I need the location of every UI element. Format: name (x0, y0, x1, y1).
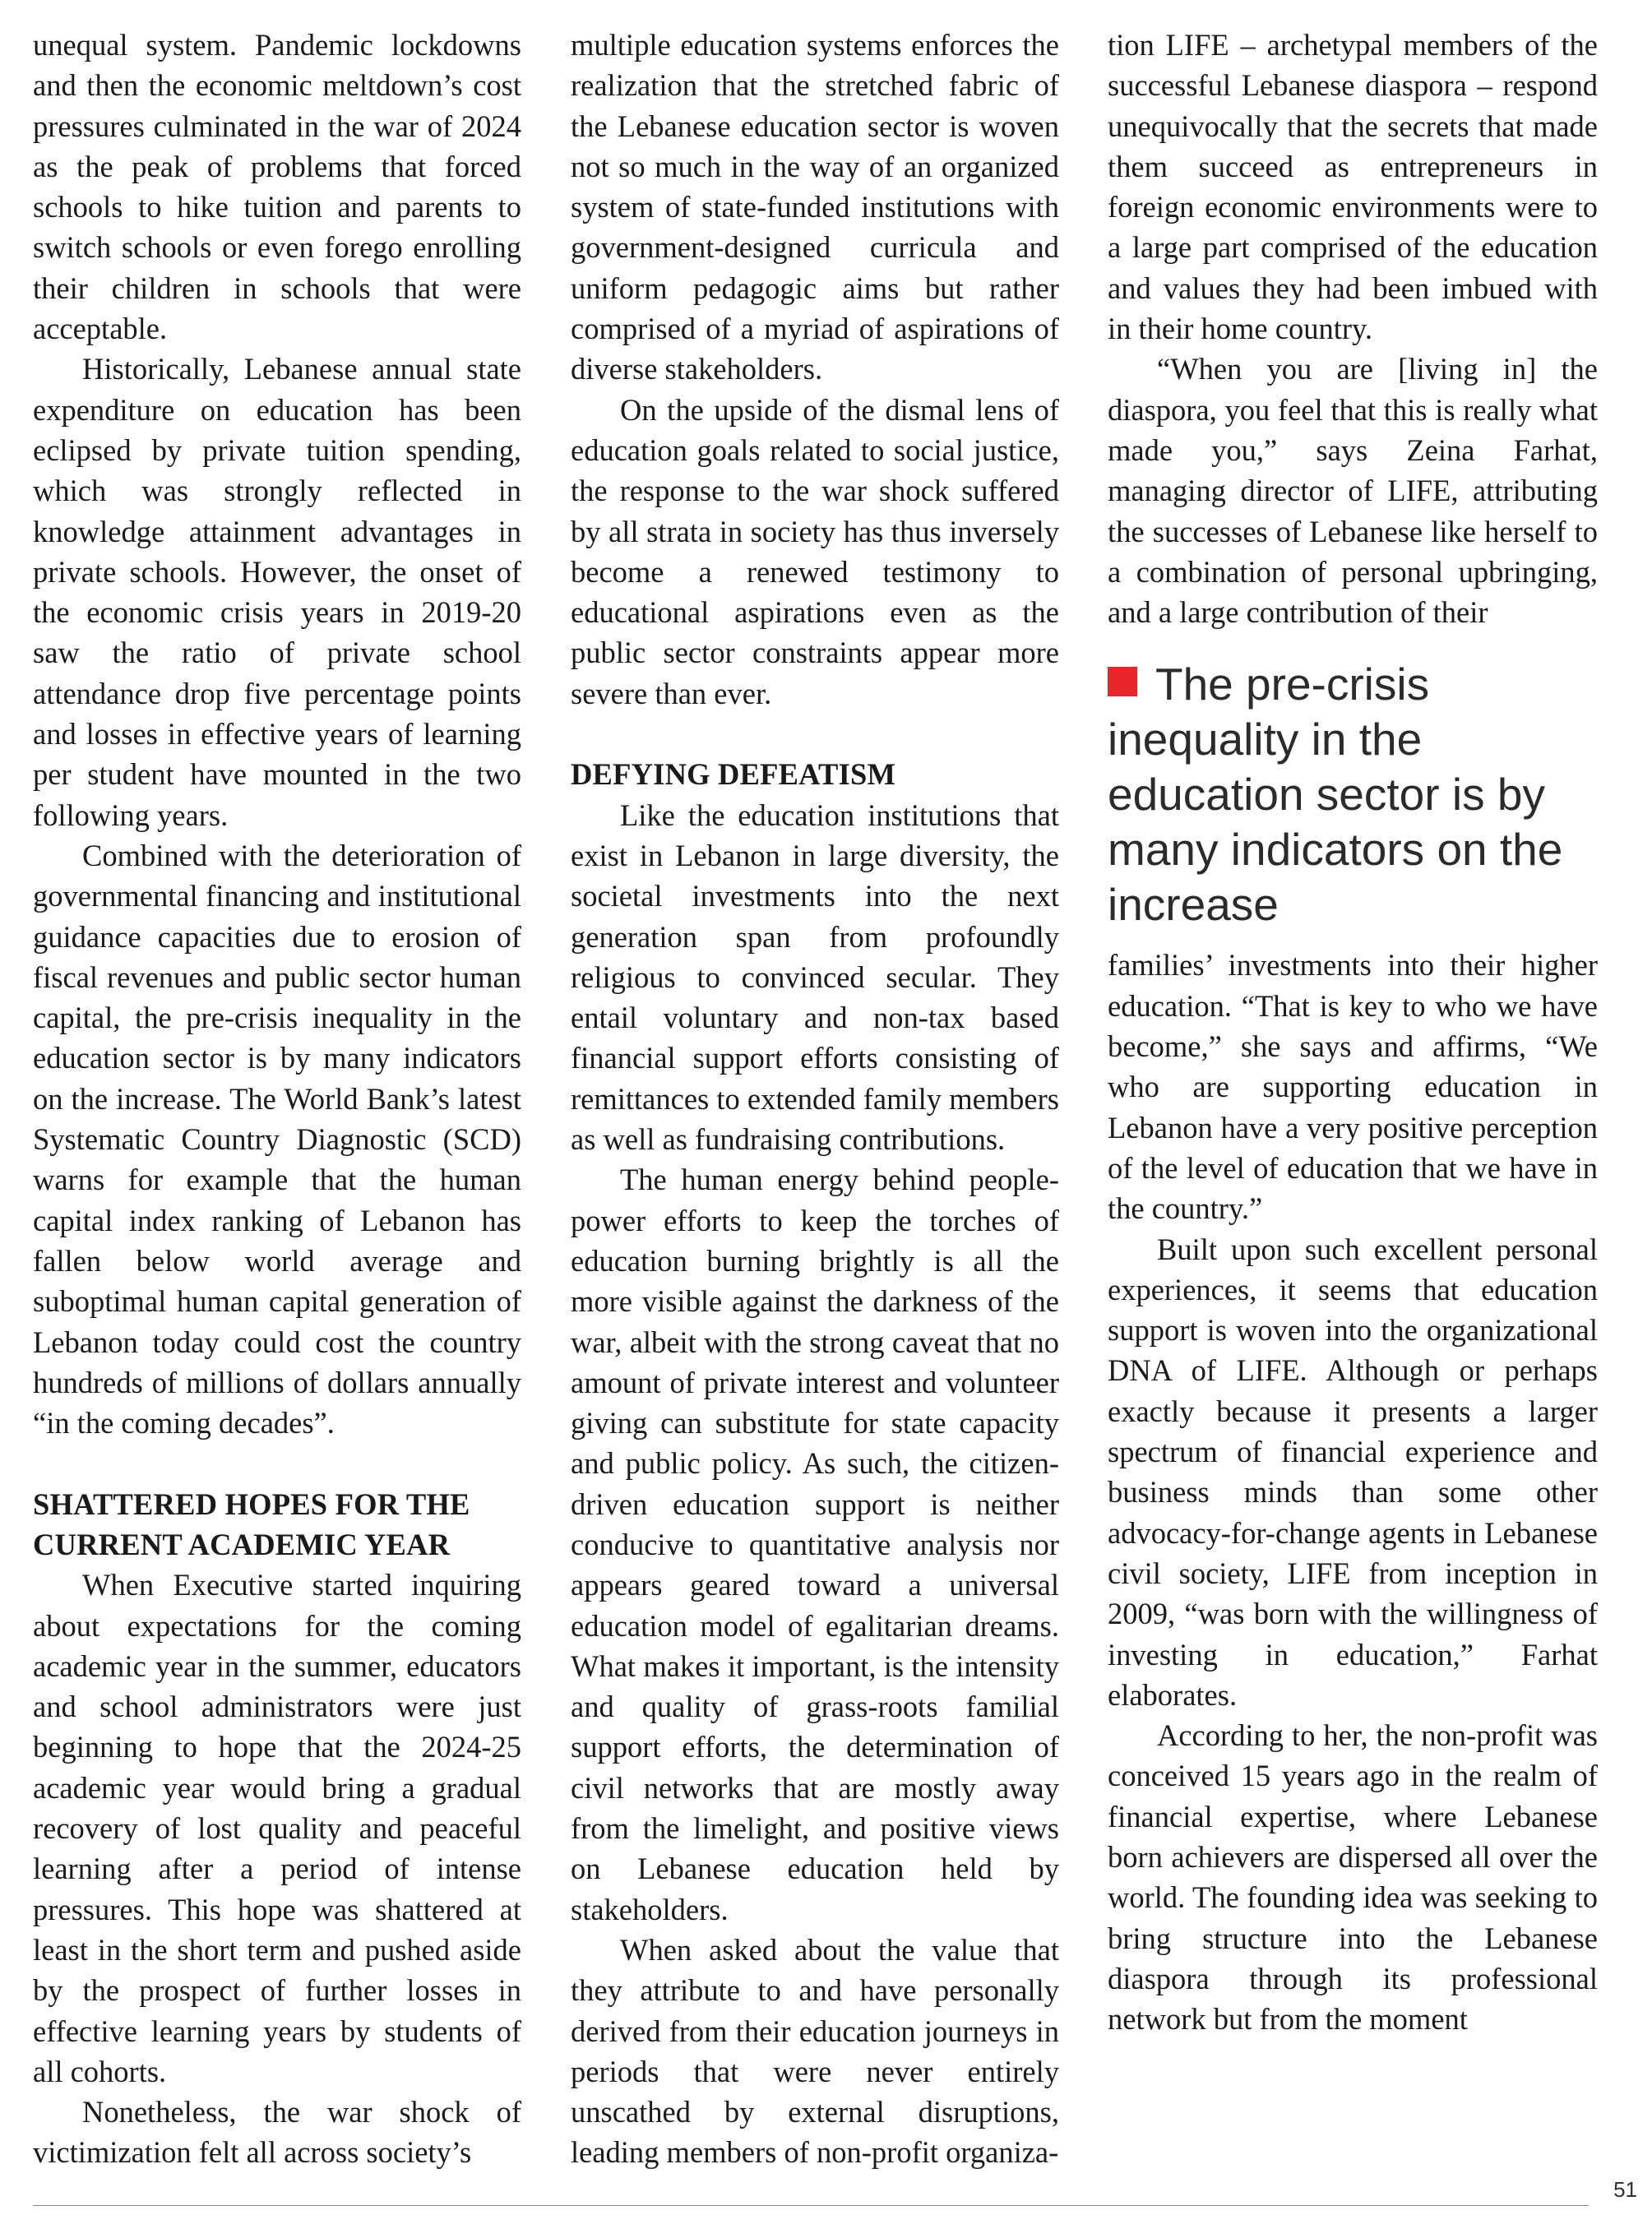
pull-quote-text: The pre-crisis inequality in the education sector is by many indicators on the increase (1108, 659, 1563, 931)
body-paragraph: When Executive started inquiring about expectations for the coming academic year in the summer, educators and school administrators were just beginning to hope that the 2024-25 academic year would bring a gradual recovery of lost quality and peaceful learning after a period of intense pressures. This hope was shattered at least in the short term and pushed aside by the prospect of further losses in effective learning years by students of all cohorts. (33, 1568, 521, 2088)
footer-divider (33, 2205, 1589, 2206)
page-number: 51 (1613, 2177, 1637, 2202)
body-paragraph: Combined with the deterioration of governmental financing and institutional guidance capacities due to erosion of fiscal revenues and public sector human capital, the pre-crisis inequality in the education sector is by many indicators on the increase. The World Bank’s latest Systematic Country Diagnostic (SCD) warns for example that the human capital index ranking of Lebanon has fallen below world average and suboptimal human capital generation of Lebanon today could cost the country hundreds of millions of dollars annually “in the coming decades”. (33, 838, 521, 1440)
article-column-2 (571, 25, 1059, 2173)
body-paragraph: The human energy behind people-power efforts to keep the torches of education burning brightly is all the more visible against the darkness of the war, albeit with the strong caveat that no amount of private interest and volunteer giving can substitute for state capacity and public policy. As such, the citizen-driven education support is neither conducive to quantitative analysis nor appears geared toward a universal education model of egalitarian dreams. What makes it important, is the intensity and quality of grass-roots familial support efforts, the determination of civil networks that are mostly away from the limelight, and positive views on Lebanese education held by stakeholders. (571, 1163, 1059, 1926)
pull-quote (1108, 657, 1598, 945)
body-paragraph: Built upon such excellent personal experiences, it seems that education support is woven into the organizational DNA of LIFE. Although or perhaps exactly because it presents a larger spectrum of financial experience and business minds than some other advocacy-for-change agents in Lebanese civil society, LIFE from inception in 2009, “was born with the willingness of investing in education,” Farhat elaborates. (1108, 1232, 1598, 1712)
body-paragraph: unequal system. Pandemic lockdowns and then the economic meltdown’s cost pressures culminated in the war of 2024 as the peak of problems that forced schools to hike tuition and parents to switch schools or even forego enrolling their children in schools that were acceptable. (33, 28, 521, 346)
section-heading: SHATTERED HOPES FOR THE CURRENT ACADEMIC YEAR (33, 1487, 470, 1561)
section-heading: DEFYING DEFEATISM (571, 757, 896, 792)
body-paragraph: “When you are [living in] the diaspora, you feel that this is really what made you,” says Zeina Farhat, managing director of LIFE, attributing the successes of Lebanese like herself to a combination of personal upbringing, and a large contribution of their (1108, 352, 1598, 630)
body-paragraph: families’ investments into their higher education. “That is key to who we have become,” she says and affirms, “We who are supporting education in Lebanon have a very positive perception of the level of education that we have in the country.” (1108, 948, 1598, 1226)
body-paragraph: On the upside of the dismal lens of education goals related to social justice, the response to the war shock suffered by all strata in society has thus inversely become a renewed testimony to educational aspirations even as the public sector constraints appear more severe than ever. (571, 392, 1059, 710)
body-paragraph: Historically, Lebanese annual state expenditure on education has been eclipsed by private tuition spending, which was strongly reflected in knowledge attainment advantages in private schools. However, the onset of the economic crisis years in 2019-20 saw the ratio of private school attendance drop five percentage points and losses in effective years of learning per student have mounted in the two following years. (33, 352, 521, 832)
body-paragraph: multiple education systems enforces the realization that the stretched fabric of the Lebanese education sector is woven not so much in the way of an organized system of state-funded institutions with government-designed curricula and uniform pedagogic aims but rather comprised of a myriad of aspirations of diverse stakeholders. (571, 28, 1059, 386)
article-column-3 (1108, 25, 1598, 2039)
body-paragraph: Like the education institutions that exist in Lebanon in large diversity, the societal investments into the next generation span from profoundly religious to convinced secular. They entail voluntary and non-tax based financial support efforts consisting of remittances to extended family members as well as fundraising contributions. (571, 798, 1059, 1157)
body-paragraph: According to her, the non-profit was conceived 15 years ago in the realm of financial expertise, where Lebanese born achievers are dispersed all over the world. The founding idea was seeking to bring structure into the Lebanese diaspora through its professional network but from the moment (1108, 1718, 1598, 2037)
article-column-1 (33, 25, 521, 2173)
body-paragraph: tion LIFE – archetypal members of the successful Lebanese diaspora – respond unequivocally that the secrets that made them succeed as entrepreneurs in foreign economic environments were to a large part comprised of the education and values they had been imbued with in their home country. (1108, 28, 1598, 346)
body-paragraph: Nonetheless, the war shock of victimization felt all across society’s (33, 2095, 521, 2170)
body-paragraph: When asked about the value that they attribute to and have personally derived from their education journeys in periods that were never entirely unscathed by external disruptions, leading members of non-profit organiza- (571, 1932, 1059, 2170)
red-square-icon (1108, 667, 1137, 696)
